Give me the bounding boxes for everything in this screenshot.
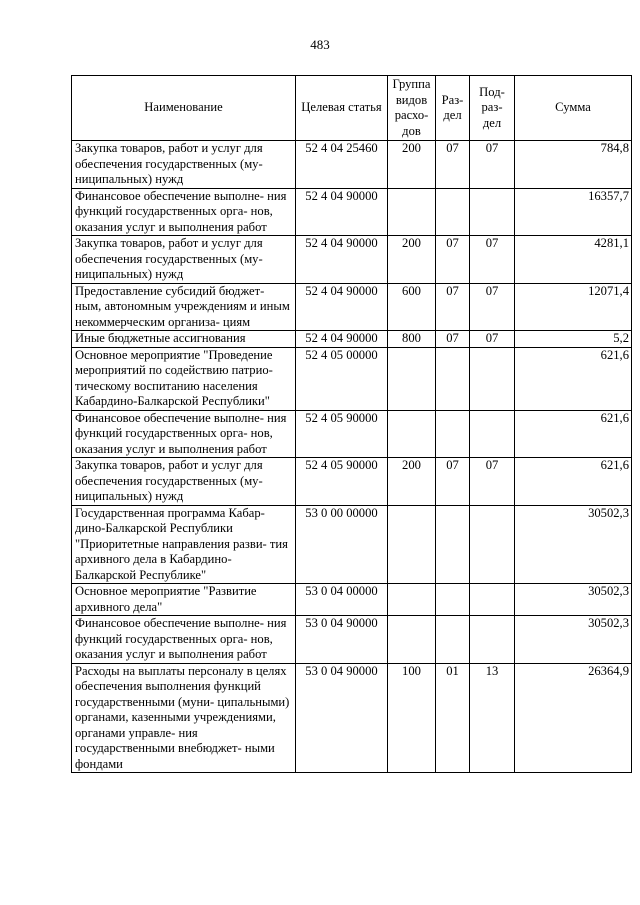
header-target: Целевая статья (296, 76, 388, 141)
cell-section (436, 347, 470, 410)
cell-name: Финансовое обеспечение выполне- ния функций государственных орга- нов, оказания услуг и выполнения работ (72, 616, 296, 664)
cell-target: 52 4 04 90000 (296, 331, 388, 348)
cell-subsection: 07 (470, 331, 515, 348)
cell-section (436, 616, 470, 664)
cell-sum: 621,6 (515, 347, 632, 410)
header-row (72, 76, 632, 141)
table-row (72, 141, 632, 189)
cell-sum: 621,6 (515, 410, 632, 458)
cell-section (436, 188, 470, 236)
cell-group: 800 (388, 331, 436, 348)
table-row (72, 410, 632, 458)
cell-sum: 30502,3 (515, 584, 632, 616)
table-row (72, 505, 632, 584)
cell-group (388, 410, 436, 458)
cell-group (388, 584, 436, 616)
cell-subsection (470, 505, 515, 584)
cell-section: 07 (436, 331, 470, 348)
header-section: Раз- дел (436, 76, 470, 141)
cell-target: 52 4 05 90000 (296, 458, 388, 506)
cell-section (436, 505, 470, 584)
cell-section: 07 (436, 283, 470, 331)
cell-target: 52 4 05 00000 (296, 347, 388, 410)
table-row (72, 458, 632, 506)
cell-subsection: 13 (470, 663, 515, 773)
cell-sum: 16357,7 (515, 188, 632, 236)
table-row (72, 188, 632, 236)
table-row (72, 663, 632, 773)
cell-section: 01 (436, 663, 470, 773)
cell-name: Государственная программа Кабар- дино-Балкарской Республики "Приоритетные направления разви- тия архивного дела в Кабардино- Балкарской Республике" (72, 505, 296, 584)
cell-target: 52 4 05 90000 (296, 410, 388, 458)
cell-sum: 4281,1 (515, 236, 632, 284)
cell-subsection (470, 584, 515, 616)
cell-target: 53 0 00 00000 (296, 505, 388, 584)
cell-name: Закупка товаров, работ и услуг для обеспечения государственных (му- ниципальных) нужд (72, 236, 296, 284)
cell-subsection: 07 (470, 236, 515, 284)
cell-sum: 30502,3 (515, 505, 632, 584)
cell-name: Предоставление субсидий бюджет- ным, автономным учреждениям и иным некоммерческим организа- циям (72, 283, 296, 331)
cell-group (388, 188, 436, 236)
cell-subsection: 07 (470, 141, 515, 189)
cell-section (436, 584, 470, 616)
cell-group: 200 (388, 141, 436, 189)
cell-subsection (470, 616, 515, 664)
cell-group: 200 (388, 458, 436, 506)
cell-target: 52 4 04 90000 (296, 188, 388, 236)
cell-subsection: 07 (470, 283, 515, 331)
cell-target: 52 4 04 90000 (296, 283, 388, 331)
cell-subsection (470, 188, 515, 236)
cell-sum: 26364,9 (515, 663, 632, 773)
cell-group: 100 (388, 663, 436, 773)
cell-name: Иные бюджетные ассигнования (72, 331, 296, 348)
cell-sum: 5,2 (515, 331, 632, 348)
table-row (72, 331, 632, 348)
cell-name: Закупка товаров, работ и услуг для обеспечения государственных (му- ниципальных) нужд (72, 141, 296, 189)
cell-group: 600 (388, 283, 436, 331)
table-row (72, 616, 632, 664)
cell-section: 07 (436, 458, 470, 506)
cell-name: Расходы на выплаты персоналу в целях обеспечения выполнения функций государственными (муни- ципальными) органами, казенными учреждениями, органами управле- ния государственными внебюджет- ными фондами (72, 663, 296, 773)
cell-target: 52 4 04 25460 (296, 141, 388, 189)
header-sum: Сумма (515, 76, 632, 141)
cell-section (436, 410, 470, 458)
cell-target: 53 0 04 00000 (296, 584, 388, 616)
cell-target: 53 0 04 90000 (296, 663, 388, 773)
cell-group (388, 347, 436, 410)
cell-section: 07 (436, 141, 470, 189)
cell-group: 200 (388, 236, 436, 284)
table-row (72, 347, 632, 410)
cell-target: 52 4 04 90000 (296, 236, 388, 284)
page-number: 483 (310, 37, 330, 52)
cell-subsection (470, 347, 515, 410)
cell-sum: 30502,3 (515, 616, 632, 664)
cell-sum: 784,8 (515, 141, 632, 189)
cell-subsection: 07 (470, 458, 515, 506)
cell-group (388, 505, 436, 584)
cell-name: Основное мероприятие "Развитие архивного дела" (72, 584, 296, 616)
cell-sum: 12071,4 (515, 283, 632, 331)
budget-table (71, 75, 632, 773)
cell-sum: 621,6 (515, 458, 632, 506)
cell-name: Финансовое обеспечение выполне- ния функций государственных орга- нов, оказания услуг и выполнения работ (72, 410, 296, 458)
header-subsection: Под- раз- дел (470, 76, 515, 141)
cell-name: Основное мероприятие "Проведение мероприятий по содействию патрио- тическому воспитанию населения Кабардино-Балкарской Республики" (72, 347, 296, 410)
header-group: Группа видов расхо- дов (388, 76, 436, 141)
table-row (72, 236, 632, 284)
cell-group (388, 616, 436, 664)
table-row (72, 283, 632, 331)
cell-name: Финансовое обеспечение выполне- ния функций государственных орга- нов, оказания услуг и выполнения работ (72, 188, 296, 236)
header-name: Наименование (72, 76, 296, 141)
table-row (72, 584, 632, 616)
cell-target: 53 0 04 90000 (296, 616, 388, 664)
cell-section: 07 (436, 236, 470, 284)
cell-subsection (470, 410, 515, 458)
cell-name: Закупка товаров, работ и услуг для обеспечения государственных (му- ниципальных) нужд (72, 458, 296, 506)
